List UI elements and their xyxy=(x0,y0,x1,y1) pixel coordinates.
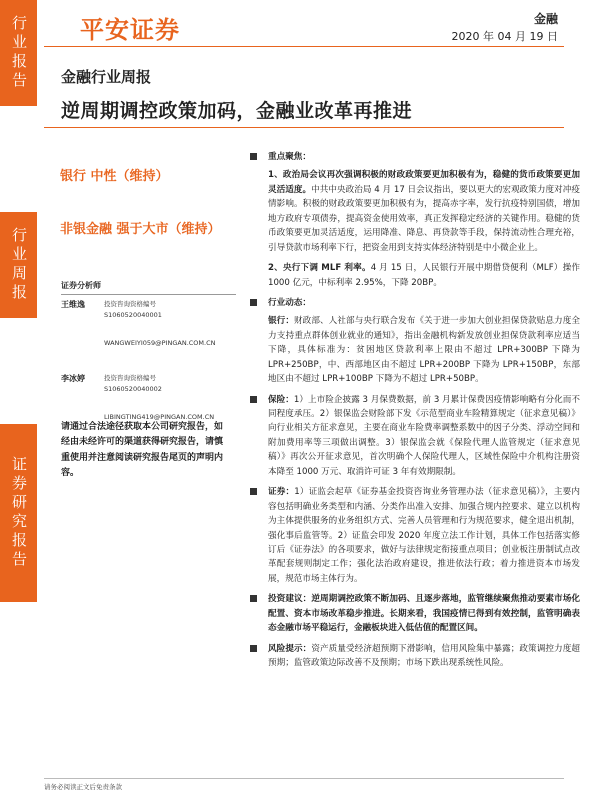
bank-text: 财政部、人社部与央行联合发布《关于进一步加大创业担保贷款贴息力度全力支持重点群体创业就业的通知》，指出金融机构新发放创业担保贷款利率应适当下降，具体标准为：贫困地区贷款利率上限由不超过 LPR+300BP 下降为 LPR+250BP，中、西部地区由不超过 LPR+200BP 下降为 LPR+150BP，东部地区由不超过 LPR+100BP 下降为不超过 LPR+50BP。 xyxy=(268,316,580,385)
focus-paragraph-2 xyxy=(268,261,580,290)
focus-p2-text: 4 月 15 日，人民银行开展中期借贷便利（MLF）操作 1000 亿元，中标利率 2.95%，下降 20BP。 xyxy=(268,263,580,288)
insurance-text: 1）上市险企披露 3 月保费数据，前 3 月累计保费因疫情影响略有分化而不同程度承压。2）银保监会财险部下发《示范型商业车险精算规定（征求意见稿）》向行业相关方征求意见，主要在商业车险费率调整系数中的因子分类、浮动空间和附加费用率等三项做出调整。3）银保监会就《保险代理人监管规定（征求意见稿）》再次公开征求意见，首次明确个人保险代理人，区域性保险中介机构注册资本降至 1000 万元、取消许可证 3 年有效期限制。 xyxy=(268,394,580,477)
advice-text: 逆周期调控政策不断加码、且逐步落地，监管继续聚焦推动要素市场化配置、资本市场改革稳步推进。长期来看，我国疫情已得到有效控制，监管明确表态金融市场平稳运行，金融板块进入低估值的配置区间。 xyxy=(268,594,580,634)
focus-paragraph-1 xyxy=(268,168,580,255)
advice-paragraph xyxy=(250,592,580,635)
risk-paragraph xyxy=(250,642,580,671)
header-category: 金融 xyxy=(533,12,558,26)
section-heading xyxy=(250,296,580,310)
advice-label: 投资建议： xyxy=(268,594,312,605)
report-type: 金融行业周报 xyxy=(61,68,152,86)
focus-p1-bold: 1、政治局会议再次强调积极的财政政策要更加积极有为，稳健的货币政策要更加灵活适度。 xyxy=(268,170,580,195)
header-date: 2020 年 04 月 19 日 xyxy=(451,30,558,43)
main-content xyxy=(250,150,580,676)
analyst-id: S1060520040002 xyxy=(104,385,162,393)
square-bullet-icon xyxy=(250,645,257,652)
securities-text: 1）证监会起草《证券基金投资咨询业务管理办法（征求意见稿）》，主要内容包括明确业务类型和内涵、分类作出准入安排、加强合规内控要求、建立以机构为主体提供服务的业务组织方式、完善人员管理和行为规范要求，健全退出机制，强化事后监管等。2）证监会印发 2020 年度立法工作计划，具体工作包括落实修订后《证券法》的各项要求，做好与法律规定衔接重点项目；创业板注册制试点改革配套规则制定工作；强化法治政府建设，推进依法行政；着力推进资本市场发展，规范市场主体行为。 xyxy=(268,487,580,584)
sidebar-label-industry-report: 行业报告 xyxy=(10,15,28,91)
title-divider xyxy=(44,127,564,128)
analyst-email: LIBINGTING419@PINGAN.COM.CN xyxy=(104,413,215,421)
company-logo: 平安证券 xyxy=(80,16,180,44)
section-focus xyxy=(250,150,580,290)
header-divider xyxy=(44,46,564,47)
analyst-entry xyxy=(61,299,236,369)
focus-p2-bold: 2、央行下调 MLF 利率。 xyxy=(268,263,371,274)
square-bullet-icon xyxy=(250,299,257,306)
focus-p1-text: 中共中央政治局 4 月 17 日会议指出，要以更大的宏观政策力度对冲疫情影响。积极的财政政策要更加积极有为，提高赤字率，发行抗疫特别国债，增加地方政府专项债券，提高资金使用效率，真正发挥稳定经济的关键作用。稳健的货币政策要更加灵活适度，运用降准、降息、再贷款等手段，保持流动性合理充裕，引导贷款市场利率下行，把资金用到支持实体经济特别是中小微企业上。 xyxy=(268,184,580,253)
section-insurance xyxy=(250,393,580,480)
rating-nonbank: 非银金融 强于大市（维持） xyxy=(60,222,221,237)
square-bullet-icon xyxy=(250,488,257,495)
sidebar-block-industry-report xyxy=(0,0,37,106)
disclaimer-note: 请通过合法途径获取本公司研究报告，如经由未经许可的渠道获得研究报告，请慎重使用并注意阅读研究报告尾页的声明内容。 xyxy=(61,422,224,478)
dynamics-heading: 行业动态： xyxy=(268,297,311,308)
analyst-role: 投资咨询资格编号 xyxy=(104,300,156,308)
insurance-label: 保险： xyxy=(268,394,294,405)
square-bullet-icon xyxy=(250,595,257,602)
analyst-name: 王维逸 xyxy=(61,300,85,309)
analyst-id: S1060520040001 xyxy=(104,311,162,319)
analyst-name: 李冰婷 xyxy=(61,374,85,383)
square-bullet-icon xyxy=(250,153,257,160)
analyst-block xyxy=(61,280,236,443)
section-heading xyxy=(250,150,580,164)
dynamics-bank xyxy=(268,314,580,386)
analyst-email: WANGWEIYI059@PINGAN.COM.CN xyxy=(104,339,216,347)
risk-label: 风险提示： xyxy=(268,643,312,654)
securities-label: 证券： xyxy=(268,487,295,498)
rating-bank: 银行 中性（维持） xyxy=(60,169,169,184)
left-sidebar xyxy=(0,0,37,800)
section-risk xyxy=(250,642,580,671)
focus-heading: 重点聚焦： xyxy=(268,152,311,162)
section-advice xyxy=(250,592,580,635)
sidebar-label-securities-research: 证券研究报告 xyxy=(10,456,28,570)
sidebar-block-securities-research xyxy=(0,424,37,602)
bank-label: 银行： xyxy=(268,316,295,327)
risk-text: 资产质量受经济超预期下滑影响，信用风险集中暴露；政策调控力度超预期；监管政策边际改善不及预期；市场下跌出现系统性风险。 xyxy=(268,643,580,668)
sidebar-label-weekly: 行业周报 xyxy=(10,227,28,303)
footer-note: 请务必阅读正文后免责条款 xyxy=(44,783,122,791)
page-title: 逆周期调控政策加码，金融业改革再推进 xyxy=(61,100,413,122)
insurance-paragraph xyxy=(250,393,580,480)
square-bullet-icon xyxy=(250,396,257,403)
footer-divider xyxy=(44,778,564,779)
analyst-role: 投资咨询资格编号 xyxy=(104,374,156,382)
securities-paragraph xyxy=(250,485,580,586)
analyst-heading: 证券分析师 xyxy=(61,280,236,295)
section-securities xyxy=(250,485,580,586)
sidebar-block-weekly xyxy=(0,212,37,318)
section-dynamics xyxy=(250,296,580,387)
